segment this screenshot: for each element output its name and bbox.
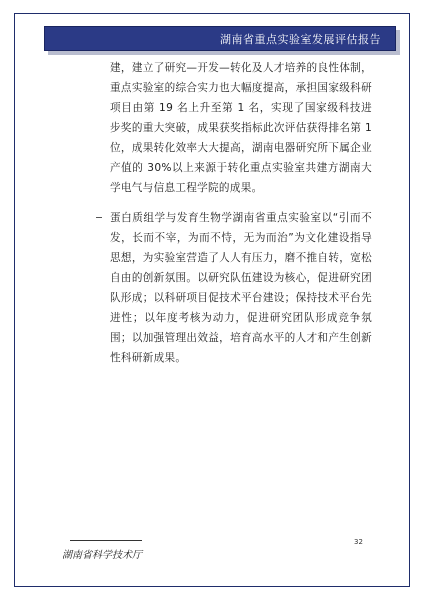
bullet-paragraph xyxy=(110,208,372,368)
bullet-dash-icon xyxy=(96,217,102,218)
body-text xyxy=(110,58,372,368)
footer-rule xyxy=(70,540,142,541)
report-title: 湖南省重点实验室发展评估报告 xyxy=(220,32,381,46)
footer-organization: 湖南省科学技术厅 xyxy=(62,550,142,561)
paragraph-2: 蛋白质组学与发育生物学湖南省重点实验室以“引而不发，长而不宰，为而不恃，无为而治”为文化建设指导思想，为实验室营造了人人有压力，磨不推自转，宽松自由的创新氛围。以研究队伍建设为核心，促进研究团队形成；以科研项目促技术平台建设；保持技术平台先进性；以年度考核为动力，促进研究团队形成竞争氛围；以加强管理出效益，培育高水平的人才和产生创新性科研新成果。 xyxy=(110,212,372,364)
report-header-band xyxy=(44,26,396,51)
paragraph-1: 建，建立了研究—开发—转化及人才培养的良性体制，重点实验室的综合实力也大幅度提高，承担国家级科研项目由第 19 名上升至第 1 名，实现了国家级科技进步奖的重大突破，成果获奖指标此次评估获得排名第 1 位，成果转化效率大大提高，湖南电器研究所下属企业产值的 30%以上来源于转化重点实验室共建方湖南大学电气与信息工程学院的成果。 xyxy=(110,62,372,194)
page-number: 32 xyxy=(354,538,363,546)
